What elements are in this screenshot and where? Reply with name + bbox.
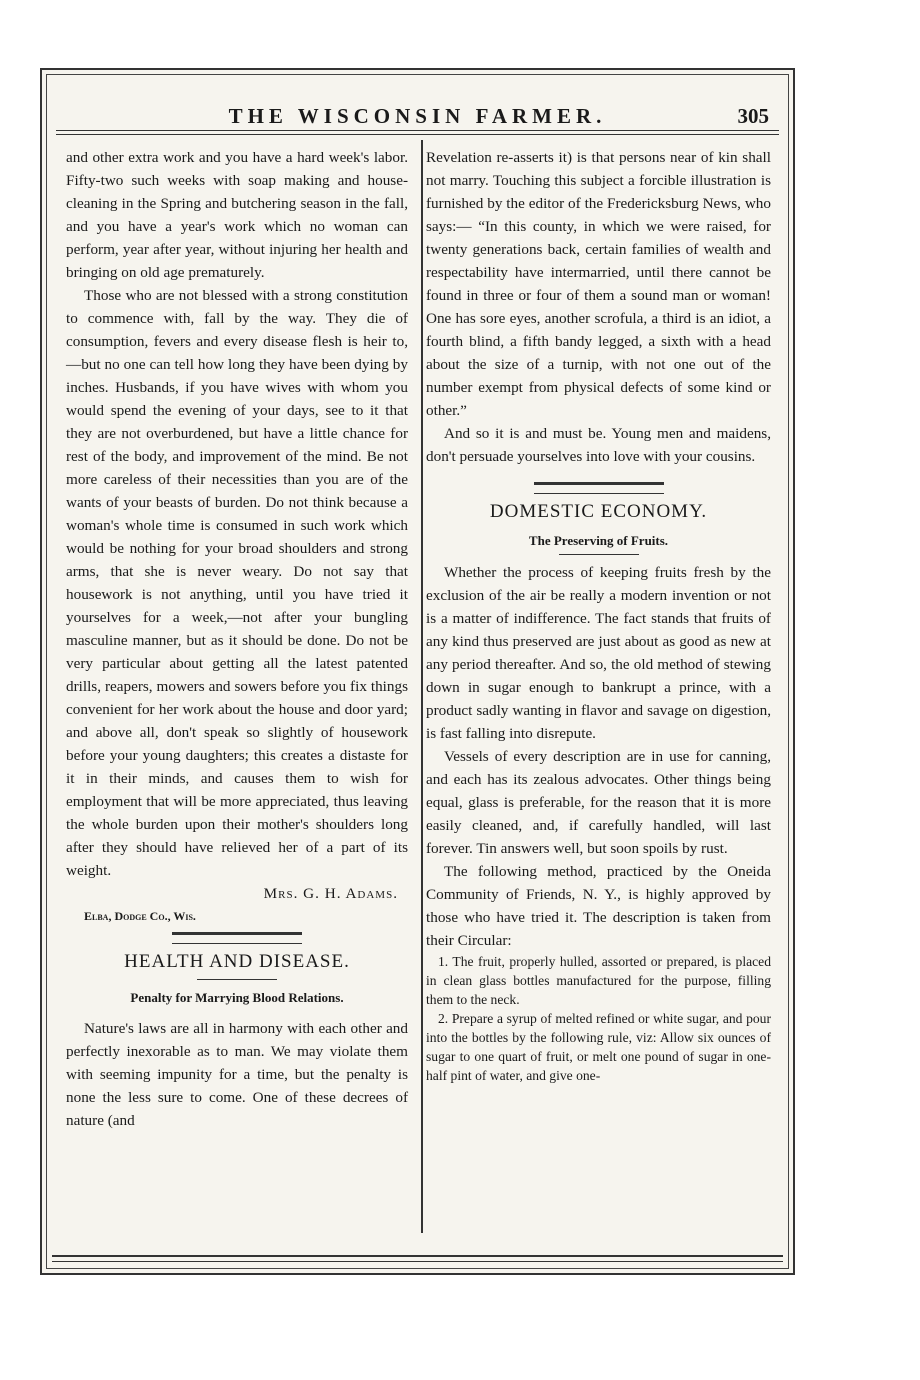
bottom-rule-2 xyxy=(52,1261,783,1262)
paragraph: And so it is and must be. Young men and maidens, don't persuade yourselves into love with your cousins. xyxy=(426,425,771,465)
ornament-rule xyxy=(172,932,302,944)
paragraph: Revelation re-asserts it) is that persons near of kin shall not marry. Touching this subject a forcible illustration is furnished by the editor of the Fredericksburg News, who says:— “In this county, in which we were raised, for twenty generations back, certain families of wealth and respectability have intermarried, until there cannot be found in three or four of them a sound man or woman! One has sore eyes, another scrofula, a third is an idiot, a fourth blind, a fifth bandy legged, a sixth with a head about the size of a turnip, with not one out of the number exempt from physical defects of some kind or other.” xyxy=(426,149,771,419)
right-column xyxy=(426,146,771,1085)
column-divider xyxy=(421,140,423,1233)
place-line: Elba, Dodge Co., Wis. xyxy=(84,909,196,923)
header-rule xyxy=(56,130,779,131)
running-head: THE WISCONSIN FARMER. xyxy=(228,104,607,128)
paragraph: Vessels of every description are in use for canning, and each has its zealous advocates. Other things being equal, glass is preferable, for the reason that it is more easily cleaned, and, if carefully handled, will last forever. Tin answers well, but soon spoils by rust. xyxy=(426,748,771,857)
article-title-blood-relations: Penalty for Marrying Blood Relations. xyxy=(130,990,344,1005)
section-title-health: HEALTH AND DISEASE. xyxy=(124,951,350,972)
signature: Mrs. G. H. Adams. xyxy=(263,885,398,902)
short-rule xyxy=(559,554,639,555)
paragraph: Nature's laws are all in harmony with each other and perfectly inexorable as to man. We may violate them with seeming impunity for a time, but the penalty is none the less sure to come. One of these decrees of nature (and xyxy=(66,1020,408,1129)
paragraph: and other extra work and you have a hard week's labor. Fifty-two such weeks with soap making and house-cleaning in the Spring and butchering season in the fall, and you have a year's work which no woman can perform, year after year, without injuring her health and bringing on old age prematurely. xyxy=(66,149,408,281)
bottom-rule xyxy=(52,1255,783,1257)
newspaper-page xyxy=(40,68,795,1275)
step-item: 2. Prepare a syrup of melted refined or white sugar, and pour into the bottles by the following rule, viz: Allow six ounces of sugar to one quart of fruit, or melt one pound of sugar in one-half pint of water, and give one- xyxy=(426,1011,771,1083)
paragraph: Whether the process of keeping fruits fresh by the exclusion of the air be really a modern invention or not is a matter of indifference. The fact stands that fruits of any kind thus preserved are just about as good as new at any period thereafter. And so, the old method of stewing down in sugar enough to bankrupt a prince, with a product sadly wanting in flavor and savage on digestion, is fast falling into disrepute. xyxy=(426,564,771,742)
section-title-domestic: DOMESTIC ECONOMY. xyxy=(489,501,708,522)
steps-list xyxy=(426,952,771,1085)
page-number: 305 xyxy=(737,104,769,128)
left-column xyxy=(66,146,408,1132)
paragraph: The following method, practiced by the Oneida Community of Friends, N. Y., is highly approved by those who have tried it. The description is taken from their Circular: xyxy=(426,863,771,949)
paragraph: Those who are not blessed with a strong constitution to commence with, fall by the way. They die of consumption, fevers and every disease flesh is heir to,—but no one can tell how long they have been dying by inches. Husbands, if you have wives with whom you would spend the evening of your days, see to it that they are not overburdened, but have a little chance for rest of the body, and improvement of the mind. Be not more careless of their necessities than you are of the wants of your beasts of burden. Do not think because a woman's whole time is consumed in such work which would be nothing for your broad shoulders and strong arms, that she is never weary. Do not say that housework is not anything, until you have tried it yourselves for a week,—not after your bungling masculine manner, but as it should be done. Do not be very particular about getting all the latest patented drills, reapers, mowers and sowers before you fix things convenient for her work about the house and door yard; and above all, don't speak so slightly of housework before your young daughters; this creates a distaste for it in their minds, and causes them to wish for employment that will be more appreciated, thus leaving the whole burden upon their mother's shoulders long after they should have relieved her of a part of its weight. xyxy=(66,287,408,879)
step-item: 1. The fruit, properly hulled, assorted or prepared, is placed in clean glass bottles manufactured for the purpose, filling them to the neck. xyxy=(426,954,771,1007)
header-rule-2 xyxy=(56,134,779,135)
ornament-rule xyxy=(534,482,664,494)
article-title-preserving: The Preserving of Fruits. xyxy=(528,533,669,548)
short-rule xyxy=(197,979,277,980)
